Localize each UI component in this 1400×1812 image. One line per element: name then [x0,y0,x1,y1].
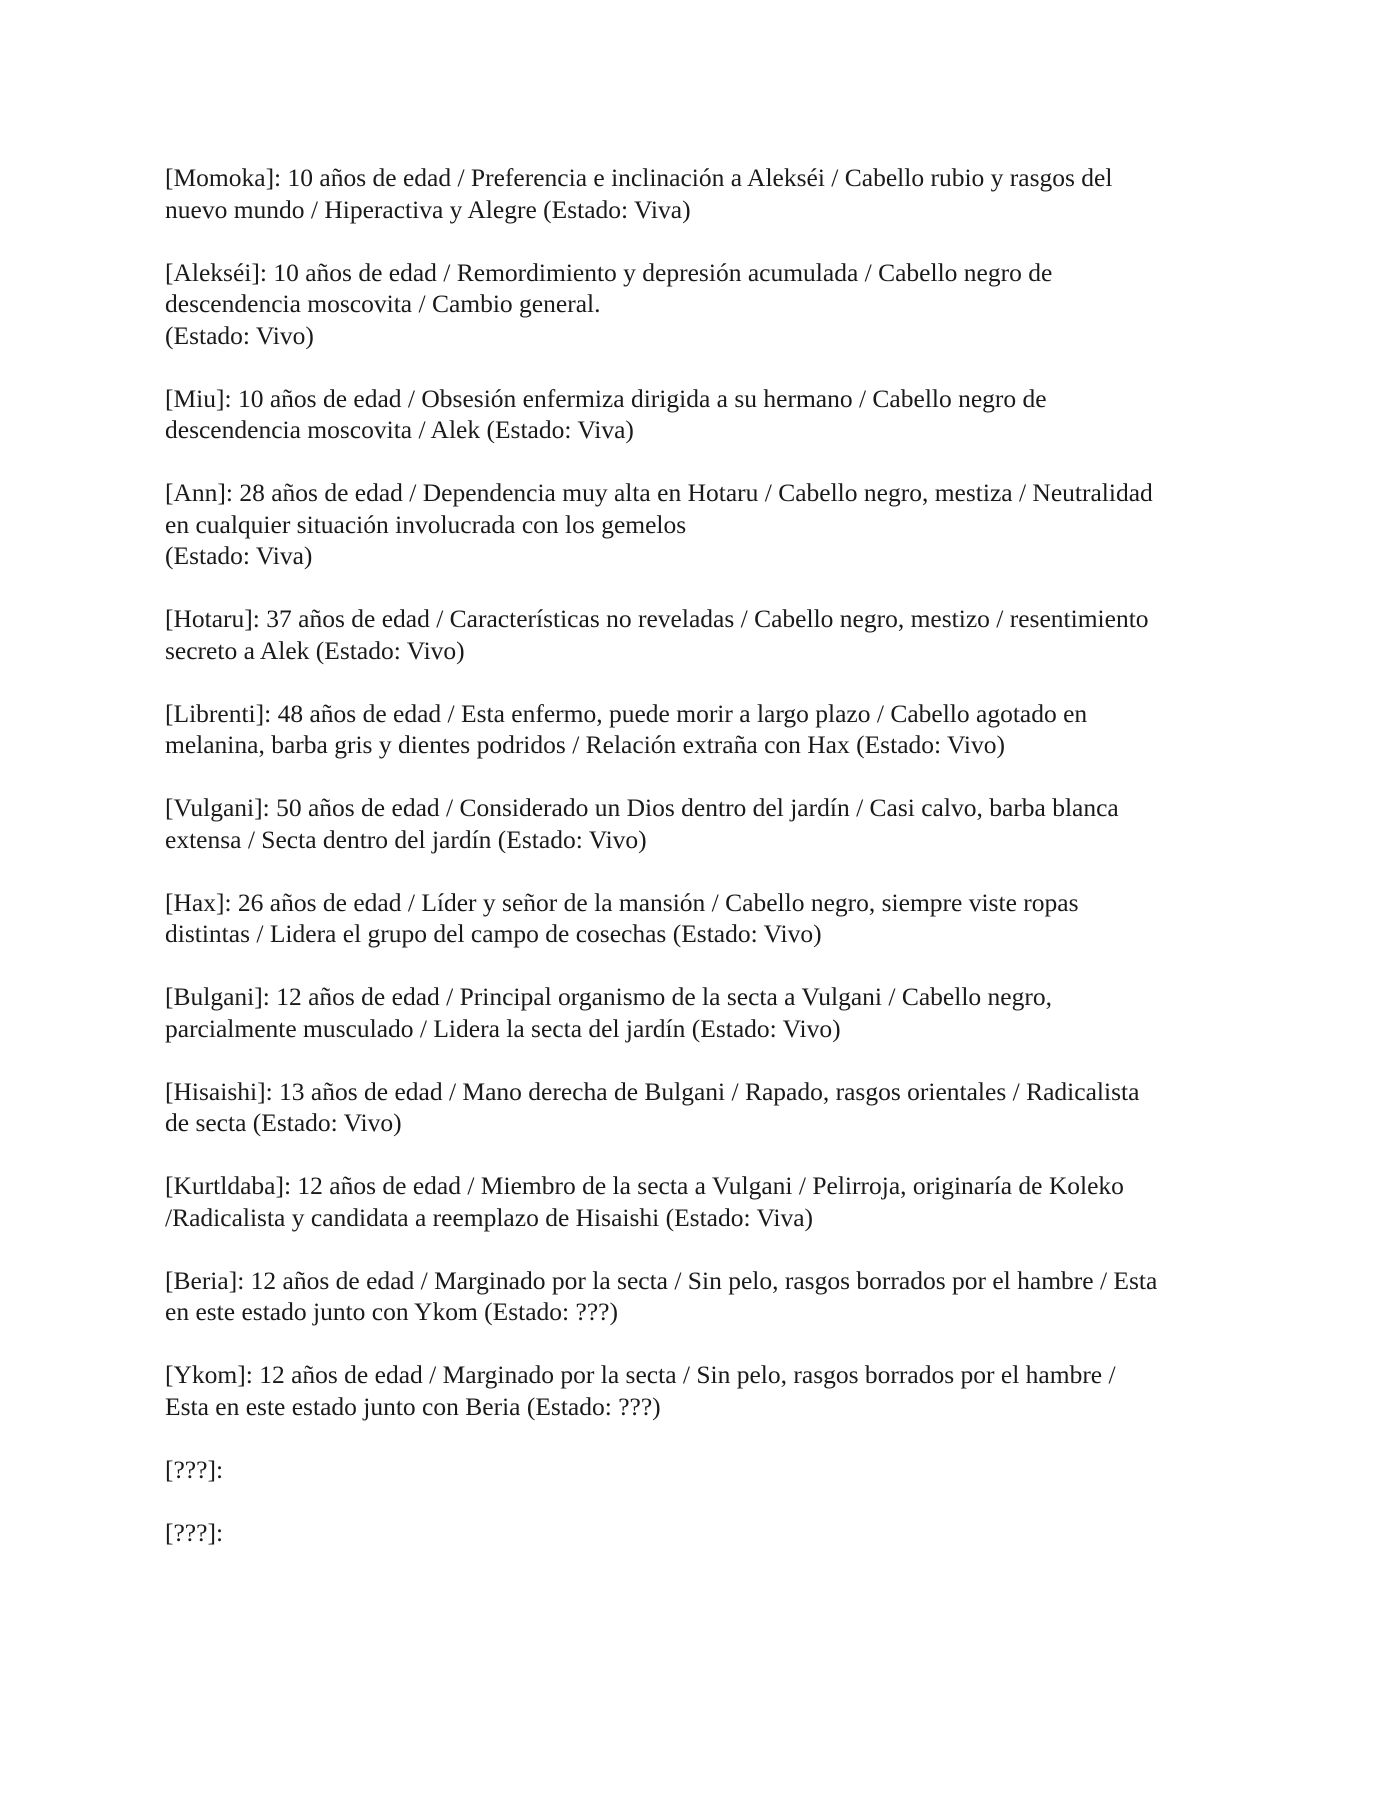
entry-line: distintas / Lidera el grupo del campo de cosechas (Estado: Vivo) [165,919,822,948]
entry-hisaishi [165,1076,1250,1139]
entry-miu [165,383,1250,446]
entry-line: parcialmente musculado / Lidera la secta del jardín (Estado: Vivo) [165,1013,841,1043]
entry-ykom [165,1359,1250,1422]
entry-line: extensa / Secta dentro del jardín (Estado: Vivo) [165,824,647,854]
entry-bulgani [165,981,1250,1044]
entry-line: secreto a Alek (Estado: Vivo) [165,635,465,665]
entry-line: [Ann]: 28 años de edad / Dependencia muy alta en Hotaru / Cabello negro, mestiza / Neutralidad [165,478,1153,507]
entry-line: [Hotaru]: 37 años de edad / Características no reveladas / Cabello negro, mestizo / resentimiento [165,604,1149,633]
entry-line: [Hisaishi]: 13 años de edad / Mano derecha de Bulgani / Rapado, rasgos orientales / Radicalista [165,1076,1140,1106]
entry-line: en cualquier situación involucrada con los gemelos [165,509,687,539]
entry-line: nuevo mundo / Hiperactiva y Alegre (Estado: Viva) [165,194,691,224]
entry-line: [Kurtldaba]: 12 años de edad / Miembro de la secta a Vulgani / Pelirroja, originaría de Koleko [165,1171,1124,1200]
entry-kurtldaba [165,1170,1250,1233]
entry-line: [Alekséi]: 10 años de edad / Remordimiento y depresión acumulada / Cabello negro de [165,257,1053,287]
entry-librenti [165,698,1250,761]
entry-line: [Beria]: 12 años de edad / Marginado por la secta / Sin pelo, rasgos borrados por el hambre / Esta [165,1265,1158,1295]
entry-line: [Momoka]: 10 años de edad / Preferencia e inclinación a Alekséi / Cabello rubio y rasgos del [165,163,1113,192]
character-list [165,162,1250,1580]
entry-line: [Librenti]: 48 años de edad / Esta enfermo, puede morir a largo plazo / Cabello agotado en [165,698,1088,728]
entry-hax [165,887,1250,950]
entry-line: Esta en este estado junto con Beria (Estado: ???) [165,1391,661,1421]
entry-line: [Miu]: 10 años de edad / Obsesión enfermiza dirigida a su hermano / Cabello negro de [165,383,1047,413]
entry-line: descendencia moscovita / Alek (Estado: Viva) [165,415,634,444]
entry-line: [???]: [165,1517,224,1547]
entry-line: descendencia moscovita / Cambio general. [165,289,601,318]
entry-vulgani [165,792,1250,855]
entry-line: [???]: [165,1454,224,1484]
entry-line: de secta (Estado: Vivo) [165,1108,402,1137]
entry-line: (Estado: Vivo) [165,320,314,350]
entry-line: (Estado: Viva) [165,541,313,570]
entry-line: /Radicalista y candidata a reemplazo de Hisaishi (Estado: Viva) [165,1202,814,1232]
entry-line: [Bulgani]: 12 años de edad / Principal organismo de la secta a Vulgani / Cabello negro, [165,982,1052,1011]
entry-unknown-1 [165,1454,1250,1486]
entry-ann [165,477,1250,572]
entry-aleksei [165,257,1250,352]
entry-line: en este estado junto con Ykom (Estado: ???) [165,1297,618,1326]
entry-line: [Ykom]: 12 años de edad / Marginado por la secta / Sin pelo, rasgos borrados por el hambre / [165,1360,1116,1389]
entry-line: [Vulgani]: 50 años de edad / Considerado un Dios dentro del jardín / Casi calvo, barba blanca [165,793,1119,822]
entry-hotaru [165,603,1250,666]
entry-line: [Hax]: 26 años de edad / Líder y señor de la mansión / Cabello negro, siempre viste ropas [165,887,1079,917]
entry-line: melanina, barba gris y dientes podridos / Relación extraña con Hax (Estado: Vivo) [165,730,1005,759]
entry-momoka [165,162,1250,225]
entry-beria [165,1265,1250,1328]
entry-unknown-2 [165,1517,1250,1549]
